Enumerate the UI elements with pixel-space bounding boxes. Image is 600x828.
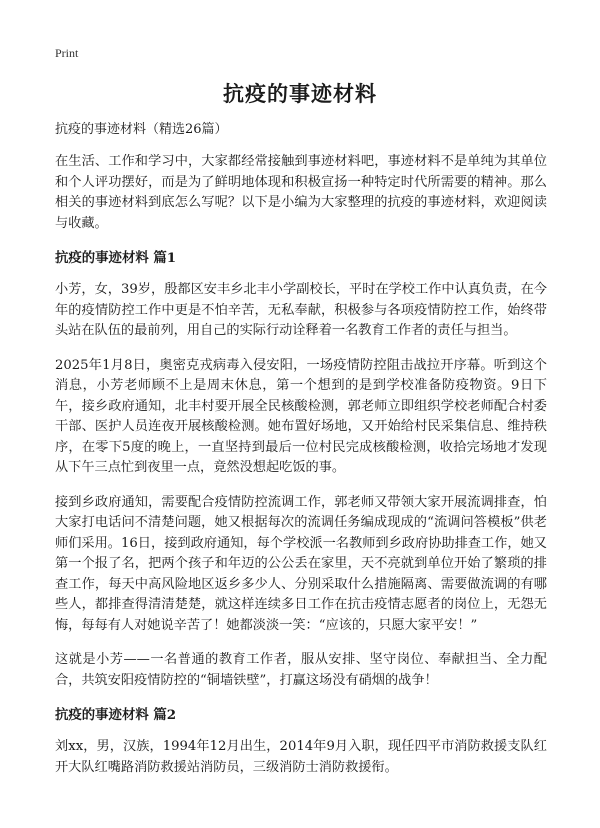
intro-paragraph: 在生活、工作和学习中，大家都经常接触到事迹材料吧，事迹材料不是单纯为其单位和个人评功摆好，而是为了鲜明地体现和积极宣扬一种特定时代所需要的精神。那么相关的事迹材料到底怎么写呢？以下是小编为大家整理的抗疫的事迹材料，欢迎阅读与收藏。 bbox=[55, 154, 547, 231]
section-heading-2: 抗疫的事迹材料 篇2 bbox=[55, 707, 177, 723]
print-label[interactable]: Print bbox=[55, 46, 79, 60]
section1-paragraph: 接到乡政府通知，需要配合疫情防控流调工作，郭老师又带领大家开展流调排查，怕大家打电话问不清楚问题，她又根据每次的流调任务编成现成的“流调问答模板”供老师们采用。16日，接到政府通知，每个学校派一名教师到乡政府协助排查工作，她又第一个报了名，把两个孩子和年迈的公公丢在家里，天不亮就到单位开始了繁琐的排查工作，每天中高风险地区返乡多少人、分别采取什么措施隔离、需要做流调的有哪些人，都排查得清清楚楚，就这样连续多日工作在抗击疫情志愿者的岗位上，无怨无悔，每每有人对她说辛苦了！她都淡淡一笑：“应该的，只愿大家平安！” bbox=[55, 494, 547, 633]
section-heading-1: 抗疫的事迹材料 篇1 bbox=[55, 250, 177, 266]
document-subtitle: 抗疫的事迹材料（精选26篇） bbox=[55, 122, 228, 137]
page-title: 抗疫的事迹材料 bbox=[223, 81, 377, 106]
document-body bbox=[55, 120, 547, 792]
section2-paragraph: 刘xx，男，汉族，1994年12月出生，2014年9月入职，现任四平市消防救援支队红开大队红嘴路消防救援站消防员，三级消防士消防救援衔。 bbox=[55, 739, 547, 775]
section1-paragraph: 小芳，女，39岁，殷都区安丰乡北丰小学副校长，平时在学校工作中认真负责，在今年的疫情防控工作中更是不怕辛苦，无私奉献，积极参与各项疫情防控工作，始终带头站在队伍的最前列，用自己的实际行动诠释着一名教育工作者的责任与担当。 bbox=[55, 282, 547, 338]
section1-paragraph: 这就是小芳——一名普通的教育工作者，服从安排、坚守岗位、奉献担当、全力配合，共筑安阳疫情防控的“铜墙铁壁”，打赢这场没有硝烟的战争！ bbox=[55, 652, 547, 688]
section1-paragraph: 2025年1月8日，奥密克戎病毒入侵安阳，一场疫情防控阻击战拉开序幕。听到这个消息，小芳老师顾不上是周末休息，第一个想到的是到学校准备防疫物资。9日下午，接乡政府通知，北丰村要开展全民核酸检测，郭老师立即组织学校老师配合村委干部、医护人员连夜开展核酸检测。她布置好场地，又开始给村民采集信息、维持秩序，在零下5度的晚上，一直坚持到最后一位村民完成核酸检测，收拾完场地才发现从下午三点忙到夜里一点，竟然没想起吃饭的事。 bbox=[55, 357, 547, 475]
